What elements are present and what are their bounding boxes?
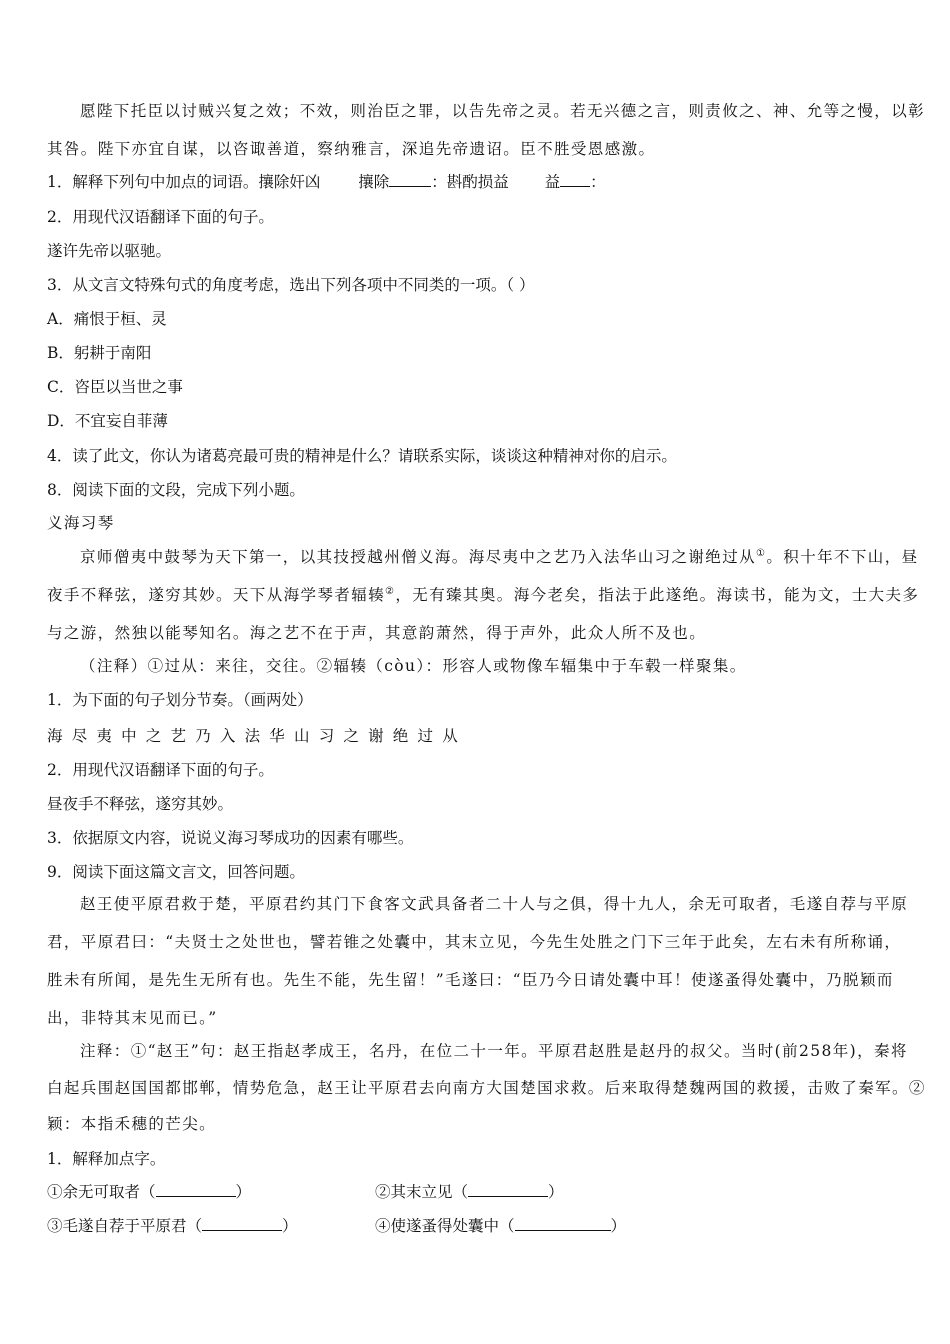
item-label: ③毛遂自荐于平原君（ [47,1217,203,1235]
paragraph-line: 与之游，然独以能琴知名。海之艺不在于声，其意韵萧然，得于声外，此众人所不及也。 [47,624,707,642]
annotation-note: 白起兵围赵国国都邯郸，情势危急，赵王让平原君去向南方大国楚国求救。后来取得楚魏两国的救援，击败了秦军。② [47,1079,926,1097]
option-d[interactable]: D．不宜妄自菲薄 [47,412,168,430]
question-4: 4．读了此文，你认为诸葛亮最可贵的精神是什么？请联系实际，谈谈这种精神对你的启示。 [47,447,677,465]
item-label: ④使遂蚤得处囊中（ [375,1217,515,1235]
paragraph-line: 愿陛下托臣以讨贼兴复之效；不效，则治臣之罪，以告先帝之灵。若无兴德之言，则责攸之、神、允等之慢，以彰 [80,102,926,120]
question-text: 1．解释下列句中加点的词语。攘除奸凶 [47,173,321,191]
option-c[interactable]: C．咨臣以当世之事 [47,378,183,396]
rhythm-sentence: 海尽夷中之艺乃入法华山习之谢绝过从 [47,727,467,745]
question-3: 3．从文言文特殊句式的角度考虑，选出下列各项中不同类的一项。（ ） [47,276,535,294]
item-end: ） [548,1183,564,1201]
footnote-marker: ② [385,586,396,597]
option-b[interactable]: B．躬耕于南阳 [47,344,152,362]
answer-blank[interactable] [515,1216,611,1231]
answer-blank[interactable] [202,1216,282,1231]
text-span: 夜手不释弦，遂穷其妙。天下从海学琴者辐辏 [47,586,386,604]
footnote-marker: ① [756,548,767,559]
answer-blank[interactable] [560,172,590,187]
paragraph-line: 赵王使平原君救于楚，平原君约其门下食客文武具备者二十人与之俱，得十九人，余无可取者，毛遂自荐与平原 [80,895,909,913]
question-2: 2．用现代汉语翻译下面的句子。 [47,761,274,779]
question-text: ： [590,173,606,191]
text-span: 京师僧夷中鼓琴为天下第一，以其技授越州僧义海。海尽夷中之艺乃入法华山习之谢绝过从 [80,548,757,566]
paragraph-line [47,585,919,605]
item-end: ） [282,1217,298,1235]
answer-blank[interactable] [389,172,431,187]
passage-title: 义海习琴 [47,514,115,532]
translate-sentence: 遂许先帝以驱驰。 [47,242,172,260]
text-span: 。积十年不下山，昼 [766,548,919,566]
paragraph-line: 其咎。陛下亦宜自谋，以咨诹善道，察纳雅言，深追先帝遗诏。臣不胜受恩感激。 [47,140,656,158]
annotation-note: 注释：①“赵王”句：赵王指赵孝成王，名丹，在位二十一年。平原君赵胜是赵丹的叔父。当时(前258年)，秦将 [80,1042,908,1060]
section-heading: 9．阅读下面这篇文言文，回答问题。 [47,863,305,881]
fill-item-2 [375,1182,564,1202]
fill-item-4 [375,1216,626,1236]
answer-blank[interactable] [468,1182,548,1197]
paragraph-line: 君，平原君曰：“夫贤士之处世也，譬若锥之处囊中，其末立见，今先生处胜之门下三年于此矣，左右未有所称诵， [47,933,902,951]
question-1 [47,172,606,192]
fill-item-3 [47,1216,298,1236]
annotation-note: （注释）①过从：来往，交往。②辐辏（còu）：形容人或物像车辐集中于车毂一样聚集。 [80,657,747,675]
text-span: ，无有臻其奥。海今老矣，指法于此遂绝。海读书，能为文，士大夫多 [395,586,920,604]
paragraph-line [80,547,919,567]
annotation-note: 颖：本指禾穗的芒尖。 [47,1115,217,1133]
fill-item-1 [47,1182,251,1202]
item-end: ） [610,1217,627,1235]
word-label: 攘除 [358,173,390,191]
answer-blank[interactable] [156,1182,236,1197]
paragraph-line: 胜未有所闻，是先生无所有也。先生不能，先生留！”毛遂曰：“臣乃今日请处囊中耳！使遂蚤得处囊中，乃脱颖而 [47,971,894,989]
word-label: 益 [544,173,561,191]
section-heading: 8．阅读下面的文段，完成下列小题。 [47,481,305,499]
item-label: ②其末立见（ [375,1183,469,1201]
question-1: 1．为下面的句子划分节奏。（画两处） [47,691,313,709]
translate-sentence: 昼夜手不释弦，遂穷其妙。 [47,795,234,813]
item-end: ） [235,1183,252,1201]
question-2: 2．用现代汉语翻译下面的句子。 [47,208,274,226]
question-3: 3．依据原文内容，说说义海习琴成功的因素有哪些。 [47,829,414,847]
option-a[interactable]: A．痛恨于桓、灵 [47,310,167,328]
paragraph-line: 出，非特其末见而已。” [47,1009,218,1027]
question-1: 1．解释加点字。 [47,1150,166,1168]
question-text: ：斟酌损益 [431,173,509,191]
item-label: ①余无可取者（ [47,1183,156,1201]
